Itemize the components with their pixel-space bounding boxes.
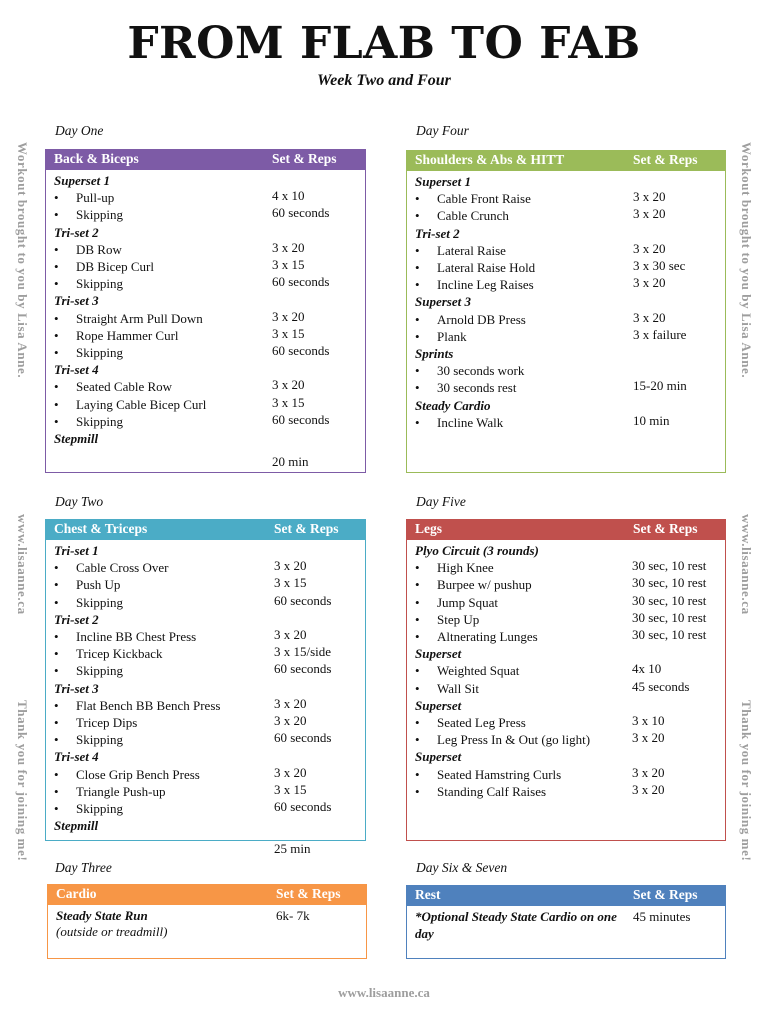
day-one-header — [46, 150, 365, 170]
set-reps-value: 3 x 20 — [632, 781, 665, 797]
exercise-name: • Altnerating Lunges — [437, 628, 538, 645]
exercise-name: • Triangle Push-up — [76, 783, 165, 800]
exercise-name: • Leg Press In & Out (go light) — [437, 731, 590, 748]
exercise-name: • Cable Crunch — [437, 207, 509, 224]
group-label: Superset 1 — [415, 174, 471, 189]
exercise-name: • Skipping — [76, 275, 123, 292]
group-label: Superset 1 — [54, 173, 110, 188]
set-reps-value: 3 x 20 — [274, 695, 307, 711]
set-reps-value: 25 min — [274, 841, 311, 857]
exercise-name: • Cable Cross Over — [76, 559, 168, 576]
day-five-col-sets: Set & Reps — [633, 521, 698, 536]
set-reps-value: 3 x 15 — [272, 257, 305, 272]
set-reps-value: 3 x 15/side — [274, 644, 332, 660]
group-label: Tri-set 2 — [415, 225, 460, 241]
group-label: Plyo Circuit (3 rounds) — [415, 543, 539, 558]
set-reps-value: 45 seconds — [632, 678, 690, 694]
day-six-table — [406, 885, 726, 959]
exercise-name: • Burpee w/ pushup — [437, 576, 532, 593]
group-label: Superset — [415, 697, 462, 713]
set-reps-value: 4 x 10 — [272, 188, 305, 204]
group-label: Tri-set 3 — [54, 293, 99, 309]
set-reps-value: 60 seconds — [274, 592, 332, 608]
group-label: Steady Cardio — [415, 397, 491, 413]
exercise-name: • Step Up — [437, 611, 479, 628]
day-two-title: Chest & Triceps — [54, 521, 148, 536]
day-three-activity: Steady State Run — [56, 908, 148, 923]
exercise-name: • Skipping — [76, 594, 123, 611]
exercise-name: • Lateral Raise — [437, 242, 506, 259]
exercise-name: • Skipping — [76, 344, 123, 361]
set-reps-value: 30 sec, 10 rest — [632, 627, 707, 642]
set-reps-value: 3 x 15 — [272, 394, 305, 410]
set-reps-value: 3 x 20 — [274, 764, 307, 780]
set-reps-value: 60 seconds — [272, 205, 330, 221]
page-title: FROM FLAB TO FAB — [127, 18, 641, 69]
set-reps-value: 3 x 20 — [272, 239, 305, 255]
exercise-name: • Weighted Squat — [437, 662, 519, 679]
group-label: Tri-set 3 — [54, 680, 99, 696]
exercise-name: • Skipping — [76, 413, 123, 430]
set-reps-value: 30 sec, 10 rest — [632, 575, 707, 591]
day-two-table — [45, 519, 366, 857]
exercise-name: • Pull-up — [76, 189, 114, 206]
side-credit-left: Workout brought to you by Lisa Anne. — [15, 142, 30, 379]
exercise-name: • DB Row — [76, 241, 122, 258]
day-four-col-sets: Set & Reps — [633, 152, 698, 167]
day-six-label: Day Six & Seven — [416, 860, 508, 875]
exercise-name: • Wall Sit — [437, 680, 479, 697]
exercise-name: • Flat Bench BB Bench Press — [76, 697, 220, 714]
set-reps-value: 30 sec, 10 rest — [632, 609, 707, 625]
day-two-col-sets: Set & Reps — [274, 521, 339, 536]
exercise-name: • Seated Cable Row — [76, 378, 172, 395]
day-six-set: 45 minutes — [633, 909, 691, 924]
day-five-header — [407, 520, 725, 540]
day-two-label: Day Two — [55, 494, 104, 509]
side-thanks-left: Thank you for joining me! — [15, 700, 30, 862]
day-one-label: Day One — [55, 123, 104, 138]
group-label: Tri-set 4 — [54, 749, 99, 765]
set-reps-value: 3 x 20 — [633, 240, 666, 256]
exercise-name: • Tricep Dips — [76, 714, 137, 731]
day-four-title: Shoulders & Abs & HITT — [415, 152, 565, 167]
side-website-left: www.lisaanne.ca — [15, 514, 30, 615]
set-reps-value: 3 x 20 — [274, 627, 307, 642]
exercise-name: • Lateral Raise Hold — [437, 259, 535, 276]
day-five-table — [406, 519, 726, 841]
set-reps-value: 10 min — [633, 412, 670, 428]
exercise-name: • Skipping — [76, 800, 123, 817]
exercise-name: • Close Grip Bench Press — [76, 766, 200, 783]
exercise-name: • Push Up — [76, 576, 120, 593]
set-reps-value: 60 seconds — [274, 799, 332, 814]
day-three-table — [47, 884, 367, 959]
day-two-header — [46, 520, 365, 540]
exercise-name: • Tricep Kickback — [76, 645, 163, 662]
set-reps-value: 3 x 30 sec — [633, 258, 686, 273]
day-five-label: Day Five — [416, 494, 466, 509]
exercise-name: • Cable Front Raise — [437, 190, 531, 207]
set-reps-value: 15-20 min — [633, 378, 687, 394]
day-five-title: Legs — [415, 521, 442, 536]
set-reps-value: 60 seconds — [272, 274, 330, 290]
group-label: Superset 3 — [415, 294, 471, 310]
side-credit-right: Workout brought to you by Lisa Anne. — [739, 142, 754, 379]
day-three-activity-note: (outside or treadmill) — [56, 924, 168, 939]
day-six-col-sets: Set & Reps — [633, 887, 698, 902]
day-four-label: Day Four — [416, 123, 469, 138]
exercise-name: • Plank — [437, 328, 467, 345]
set-reps-value: 3 x 20 — [632, 764, 665, 780]
exercise-name: • Skipping — [76, 662, 123, 679]
day-three-label: Day Three — [55, 860, 112, 875]
group-label: Superset — [415, 646, 462, 662]
exercise-name: • Seated Leg Press — [437, 714, 526, 731]
exercise-name: • Seated Hamstring Curls — [437, 766, 561, 783]
day-six-note: *Optional Steady State Cardio on one day — [415, 909, 617, 941]
group-label: Sprints — [415, 346, 454, 361]
exercise-name: • Incline BB Chest Press — [76, 628, 196, 645]
set-reps-value: 20 min — [272, 454, 309, 470]
exercise-name: • Straight Arm Pull Down — [76, 310, 203, 327]
set-reps-value: 60 seconds — [274, 730, 332, 746]
set-reps-value: 4x 10 — [632, 661, 662, 677]
day-six-title: Rest — [415, 887, 441, 902]
set-reps-value: 3 x 20 — [633, 309, 666, 325]
day-four-header — [407, 151, 725, 171]
group-label: Stepmill — [54, 431, 99, 446]
exercise-name: • Standing Calf Raises — [437, 783, 546, 800]
day-three-header — [48, 885, 366, 905]
set-reps-value: 60 seconds — [272, 411, 330, 427]
exercise-name: • Skipping — [76, 731, 123, 748]
set-reps-value: 3 x 20 — [633, 189, 666, 205]
set-reps-value: 3 x 20 — [632, 730, 665, 746]
group-label: Tri-set 2 — [54, 224, 99, 240]
set-reps-value: 3 x 20 — [272, 308, 305, 324]
group-label: Tri-set 2 — [54, 611, 99, 627]
day-one-col-sets: Set & Reps — [272, 151, 337, 166]
day-three-set: 6k- 7k — [276, 908, 310, 923]
day-four-table — [406, 150, 726, 473]
exercise-name: • 30 seconds work — [437, 362, 524, 379]
side-website-right: www.lisaanne.ca — [739, 514, 754, 615]
set-reps-value: 30 sec, 10 rest — [632, 592, 707, 608]
day-one-title: Back & Biceps — [54, 151, 139, 166]
set-reps-value: 3 x 20 — [633, 275, 666, 291]
set-reps-value: 60 seconds — [274, 661, 332, 677]
exercise-name: • Skipping — [76, 206, 123, 223]
exercise-name: • DB Bicep Curl — [76, 258, 154, 275]
set-reps-value: 30 sec, 10 rest — [632, 558, 707, 574]
exercise-name: • Incline Leg Raises — [437, 276, 534, 293]
exercise-name: • 30 seconds rest — [437, 379, 516, 396]
set-reps-value: 3 x 15 — [274, 781, 307, 797]
set-reps-value: 3 x 20 — [274, 713, 307, 728]
exercise-name: • Arnold DB Press — [437, 311, 526, 328]
day-three-col-sets: Set & Reps — [276, 886, 341, 901]
exercise-name: • Rope Hammer Curl — [76, 327, 179, 344]
exercise-name: • Incline Walk — [437, 414, 503, 431]
set-reps-value: 3 x 15 — [274, 575, 307, 591]
exercise-name: • High Knee — [437, 559, 494, 576]
set-reps-value: 3 x 20 — [633, 206, 666, 222]
exercise-name: • Jump Squat — [437, 594, 498, 611]
footer-website: www.lisaanne.ca — [338, 985, 430, 1000]
group-label: Tri-set 4 — [54, 362, 99, 378]
page-subtitle: Week Two and Four — [317, 72, 451, 89]
set-reps-value: 3 x 20 — [272, 377, 305, 393]
side-thanks-right: Thank you for joining me! — [739, 700, 754, 862]
set-reps-value: 60 seconds — [272, 343, 330, 358]
group-label: Tri-set 1 — [54, 543, 99, 558]
day-three-title: Cardio — [56, 886, 97, 901]
group-label: Superset — [415, 749, 462, 765]
exercise-name: • Laying Cable Bicep Curl — [76, 396, 206, 413]
day-six-header — [407, 886, 725, 906]
set-reps-value: 3 x 10 — [632, 713, 665, 728]
set-reps-value: 3 x 15 — [272, 325, 305, 341]
set-reps-value: 3 x failure — [633, 326, 687, 342]
day-one-table — [45, 149, 366, 473]
group-label: Stepmill — [54, 818, 99, 834]
set-reps-value: 3 x 20 — [274, 558, 307, 574]
